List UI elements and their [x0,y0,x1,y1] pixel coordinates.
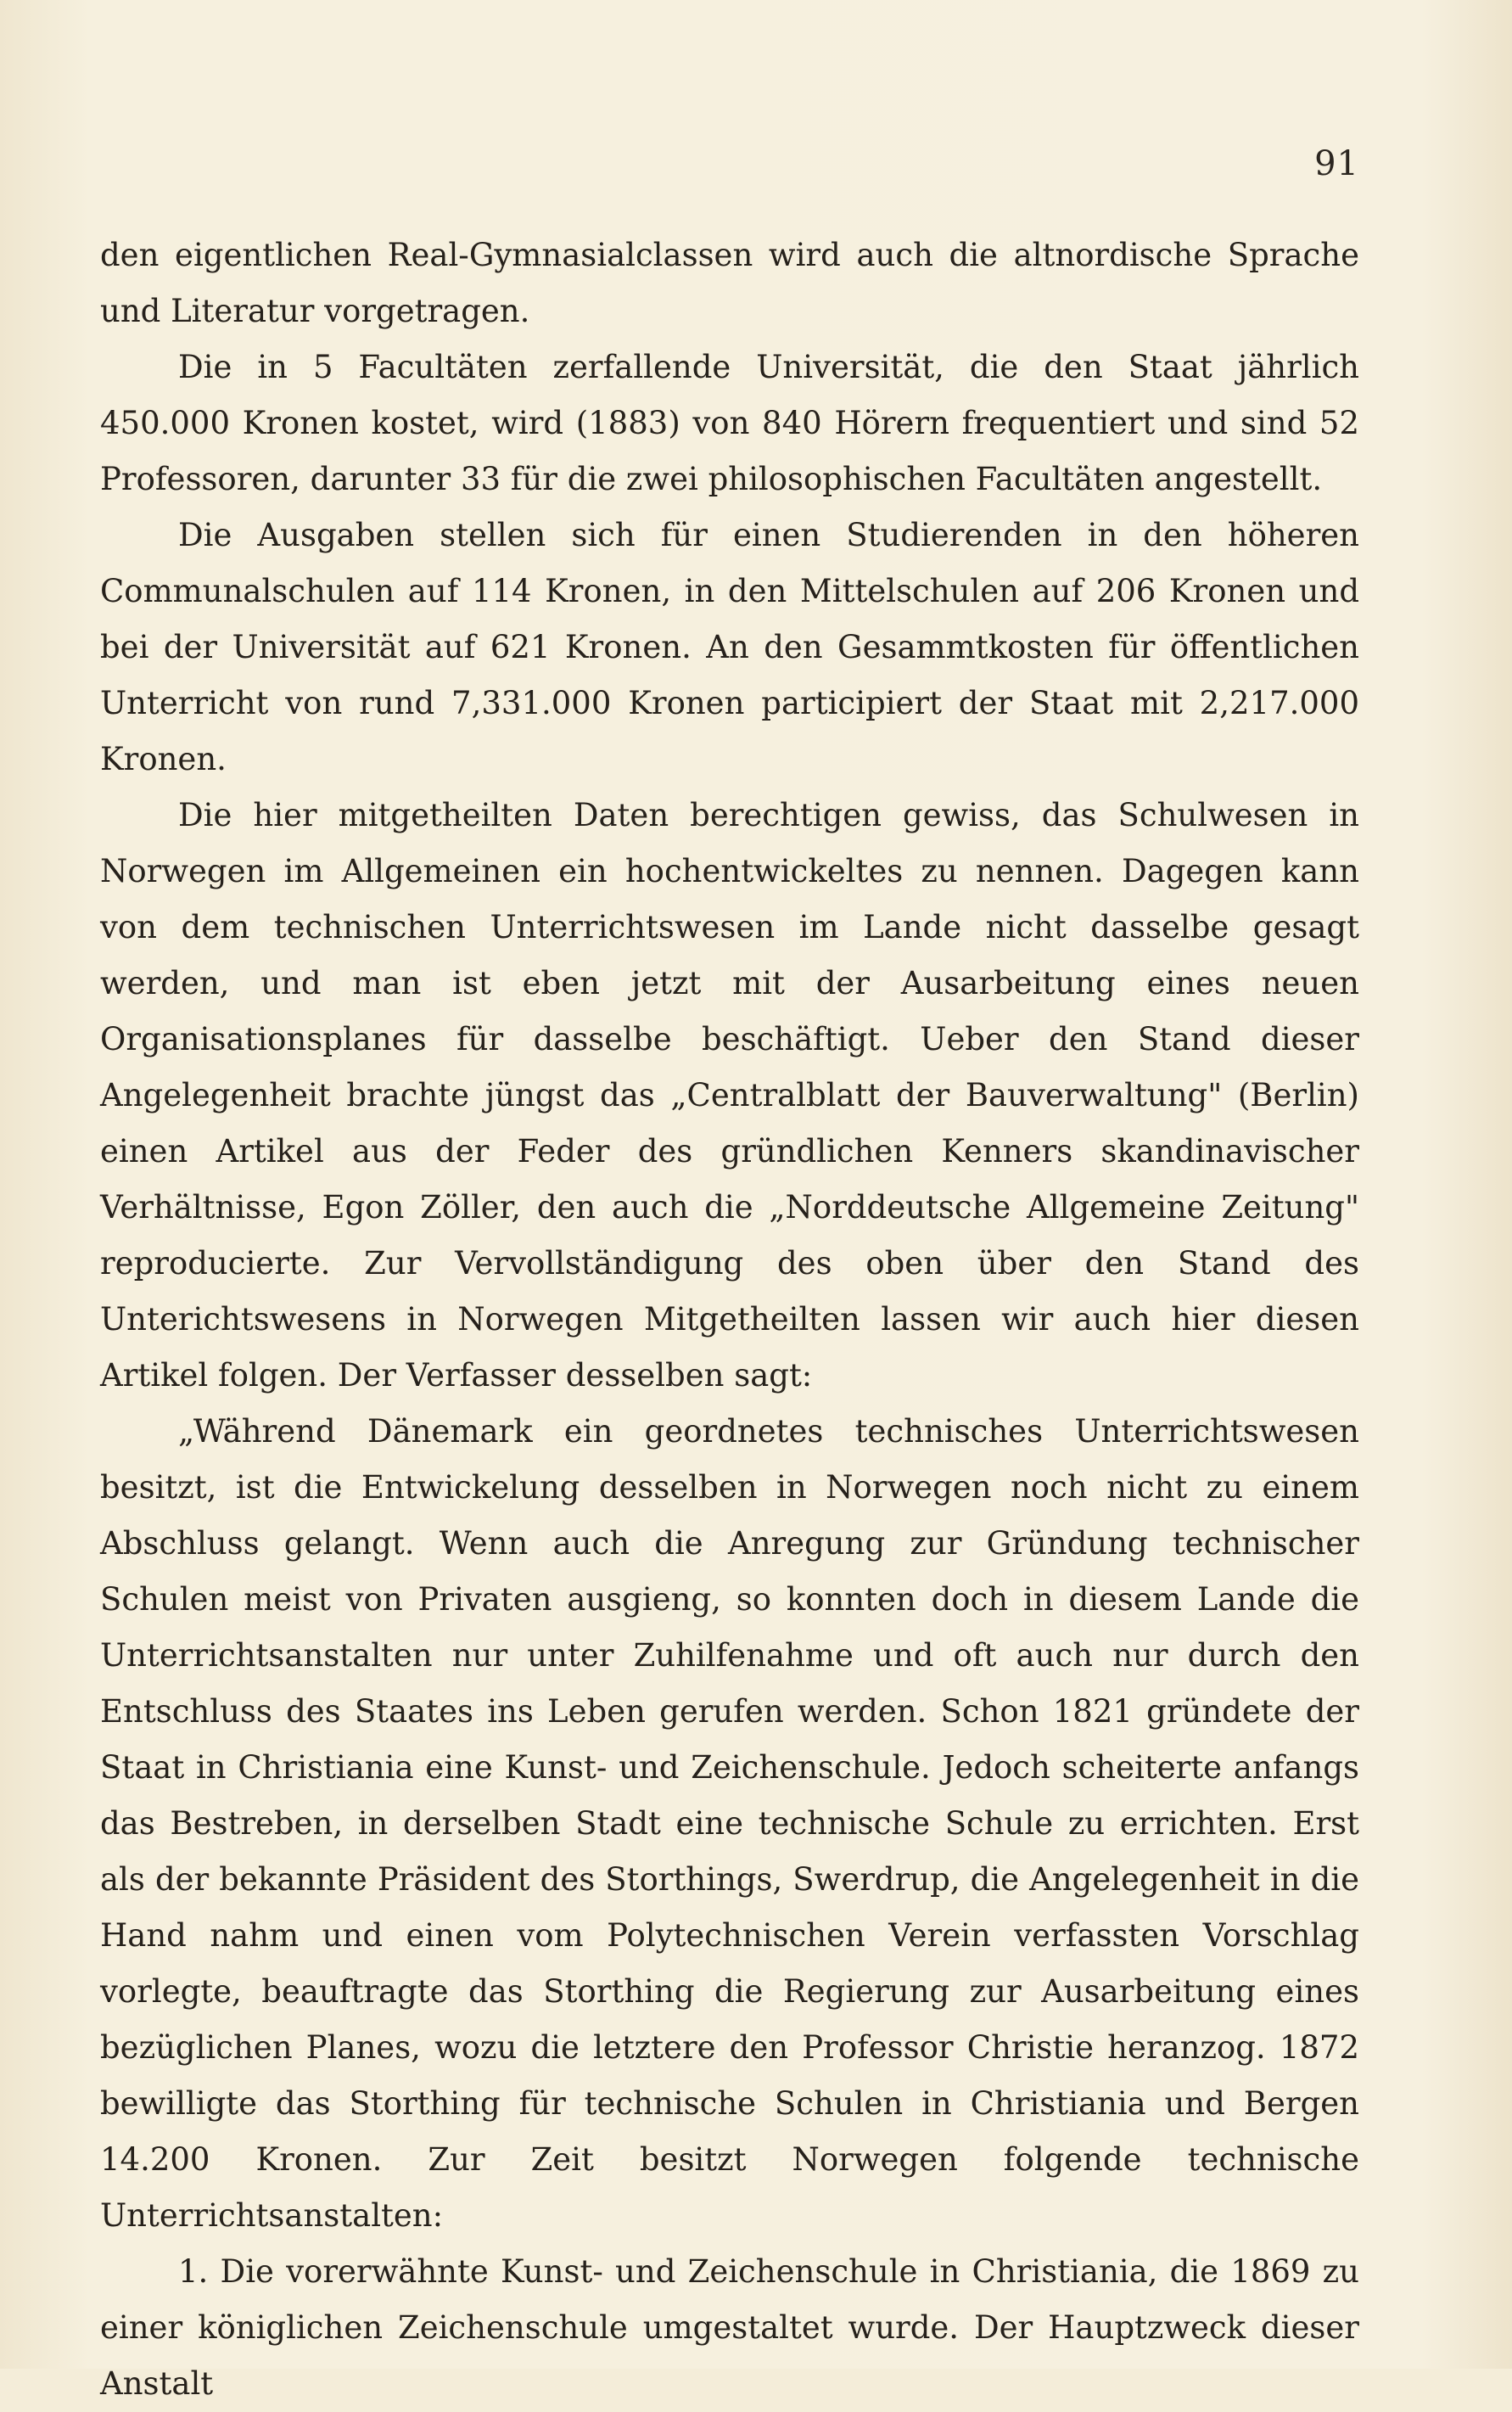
page-number: 91 [1314,144,1359,183]
paragraph: Die in 5 Facultäten zerfallende Universität, die den Staat jährlich 450.000 Kronen kostet, wird (1883) von 840 Hörern frequentiert und sind 52 Professoren, darunter 33 für die zwei philosophischen Facultäten angestellt. [100,349,1359,497]
paragraph: Die hier mitgetheilten Daten berechtigen gewiss, das Schulwesen in Norwegen im Allgemeinen ein hochentwickeltes zu nennen. Dagegen kann von dem technischen Unterrichtswesen im Lande nicht dasselbe gesagt werden, und man ist eben jetzt mit der Ausarbeitung eines neuen Organisationsplanes für dasselbe beschäftigt. Ueber den Stand dieser Angelegenheit brachte jüngst das „Centralblatt der Bauverwaltung" (Berlin) einen Artikel aus der Feder des gründlichen Kenners skandinavischer Verhältnisse, Egon Zöller, den auch die „Norddeutsche Allgemeine Zeitung" reproducierte. Zur Vervollständigung des oben über den Stand des Unterichtswesens in Norwegen Mitgetheilten lassen wir auch hier diesen Artikel folgen. Der Verfasser desselben sagt: [100,797,1359,1394]
paragraph: den eigentlichen Real-Gymnasialclassen wird auch die altnordische Sprache und Literatur vorgetragen. [100,237,1359,329]
paragraph: „Während Dänemark ein geordnetes technisches Unterrichtswesen besitzt, ist die Entwickelung desselben in Norwegen noch nicht zu einem Abschluss gelangt. Wenn auch die Anregung zur Gründung technischer Schulen meist von Privaten ausgieng, so konnten doch in diesem Lande die Unterrichtsanstalten nur unter Zuhilfenahme und oft auch nur durch den Entschluss des Staates ins Leben gerufen werden. Schon 1821 gründete der Staat in Christiania eine Kunst- und Zeichenschule. Jedoch scheiterte anfangs das Bestreben, in derselben Stadt eine technische Schule zu errichten. Erst als der bekannte Präsident des Storthings, Swerdrup, die Angelegenheit in die Hand nahm und einen vom Polytechnischen Verein verfassten Vorschlag vorlegte, beauftragte das Storthing die Regierung zur Ausarbeitung eines bezüglichen Planes, wozu die letztere den Professor Christie heranzog. 1872 bewilligte das Storthing für technische Schulen in Christiania und Bergen 14.200 Kronen. Zur Zeit besitzt Norwegen folgende technische Unterrichtsanstalten: [100,1413,1359,2234]
paragraph: Die Ausgaben stellen sich für einen Studierenden in den höheren Communalschulen auf 114 Kronen, in den Mittelschulen auf 206 Kronen und bei der Universität auf 621 Kronen. An den Gesammtkosten für öffentlichen Unterricht von rund 7,331.000 Kronen participiert der Staat mit 2,217.000 Kronen. [100,517,1359,777]
list-item: 1. Die vorerwähnte Kunst- und Zeichenschule in Christiania, die 1869 zu einer königlichen Zeichenschule umgestaltet wurde. Der Hauptzweck dieser Anstalt [100,2253,1359,2402]
body-text [100,227,1359,2412]
